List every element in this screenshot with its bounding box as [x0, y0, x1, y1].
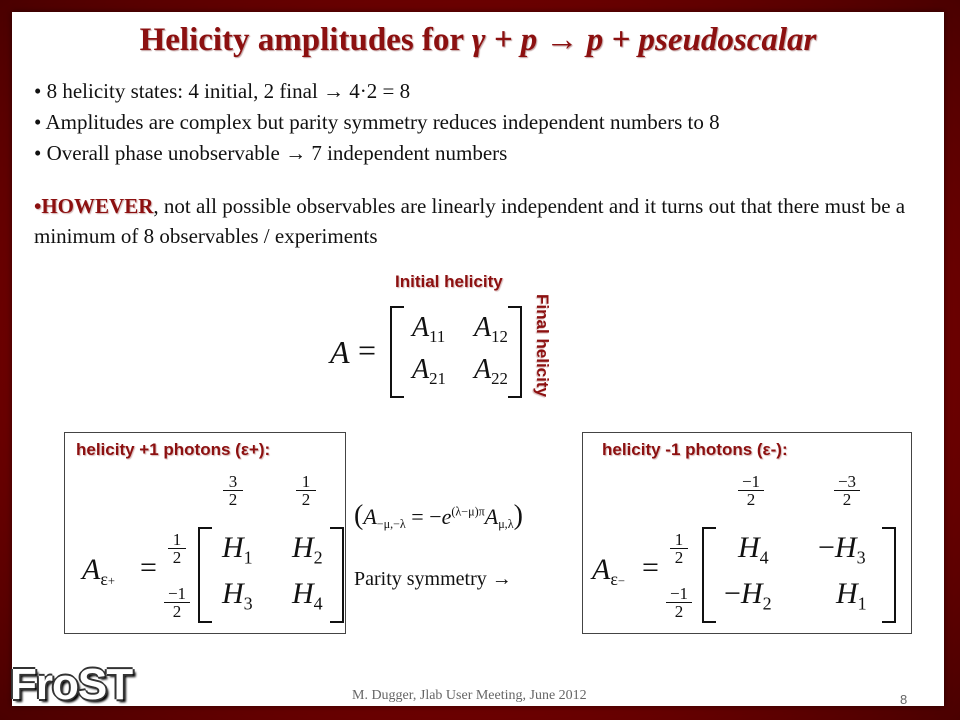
- minus-h1: $H_1$: [836, 577, 867, 614]
- matrix-left-bracket: [390, 306, 404, 398]
- plus-h3: $H_3$: [222, 577, 253, 614]
- plus-h1: $H_1$: [222, 531, 253, 568]
- minus-row-1-2: $\frac{1}{2}$: [670, 531, 688, 566]
- plus-col-3-2: $\frac{3}{2}$: [223, 473, 243, 508]
- matrix-element-a22: $A_{22}$: [474, 354, 508, 388]
- plus-left-bracket: [198, 527, 212, 623]
- minus-col-neg-1-2: $\frac{-1}{2}$: [738, 473, 764, 508]
- bullet-item: • 8 helicity states: 4 initial, 2 final → 4·2 = 8: [34, 79, 411, 103]
- minus-helicity-label: helicity -1 photons (ε-):: [602, 440, 788, 459]
- plus-col-1-2: $\frac{1}{2}$: [296, 473, 316, 508]
- bullet-item: • Overall phase unobservable → 7 independent numbers: [34, 141, 508, 165]
- matrix-element-a12: $A_{12}$: [474, 312, 508, 346]
- minus-left-bracket: [702, 527, 716, 623]
- amplitude-matrix: [328, 302, 538, 412]
- minus-neg-h2: $-H_2$: [724, 577, 772, 614]
- plus-row-neg-1-2: $\frac{-1}{2}$: [164, 585, 190, 620]
- matrix-lhs: A: [330, 334, 350, 370]
- plus-lhs: $A_{\varepsilon+}$: [82, 553, 115, 590]
- final-helicity-label: Final helicity: [533, 294, 552, 397]
- slide-title: [12, 22, 944, 59]
- plus-matrix: [68, 467, 348, 632]
- parity-relation: $(A_{-\mu,-\lambda} = -e^{(\lambda-\mu)\pi}A_{\mu,\lambda})$: [354, 500, 523, 532]
- bullet-item: • Amplitudes are complex but parity symmetry reduces independent numbers to 8: [34, 110, 720, 134]
- plus-equals: =: [140, 551, 157, 584]
- title-reaction: γ + p → p + pseudoscalar: [471, 22, 817, 58]
- however-text: , not all possible observables are linearly independent and it turns out that there must be a minimum of 8 observables / experiments: [34, 194, 906, 248]
- page-number: 8: [900, 692, 908, 707]
- frost-logo: FroST: [10, 660, 133, 709]
- plus-h4: $H_4$: [292, 577, 323, 614]
- bullet-list: [34, 76, 934, 251]
- minus-neg-h3: $-H_3$: [818, 531, 866, 568]
- minus-col-neg-3-2: $\frac{-3}{2}$: [834, 473, 860, 508]
- minus-equals: =: [642, 551, 659, 584]
- minus-right-bracket: [882, 527, 896, 623]
- slide-canvas: [12, 12, 944, 706]
- however-paragraph: [34, 191, 934, 251]
- minus-matrix: [586, 467, 906, 632]
- parity-symmetry-label: Parity symmetry →: [354, 568, 512, 590]
- matrix-equals: =: [358, 332, 377, 368]
- matrix-element-a11: $A_{11}$: [412, 312, 446, 346]
- title-plain: Helicity amplitudes for: [139, 22, 472, 58]
- plus-helicity-label: helicity +1 photons (ε+):: [76, 440, 271, 459]
- slide-footer: M. Dugger, Jlab User Meeting, June 2012: [352, 688, 587, 703]
- matrix-right-bracket: [508, 306, 522, 398]
- minus-lhs: $A_{\varepsilon-}$: [592, 553, 625, 590]
- plus-h2: $H_2$: [292, 531, 323, 568]
- however-label: •HOWEVER: [34, 194, 154, 218]
- initial-helicity-label: Initial helicity: [395, 272, 503, 291]
- minus-h4: $H_4$: [738, 531, 769, 568]
- minus-row-neg-1-2: $\frac{-1}{2}$: [666, 585, 692, 620]
- plus-right-bracket: [330, 527, 344, 623]
- plus-row-1-2: $\frac{1}{2}$: [168, 531, 186, 566]
- matrix-element-a21: $A_{21}$: [412, 354, 446, 388]
